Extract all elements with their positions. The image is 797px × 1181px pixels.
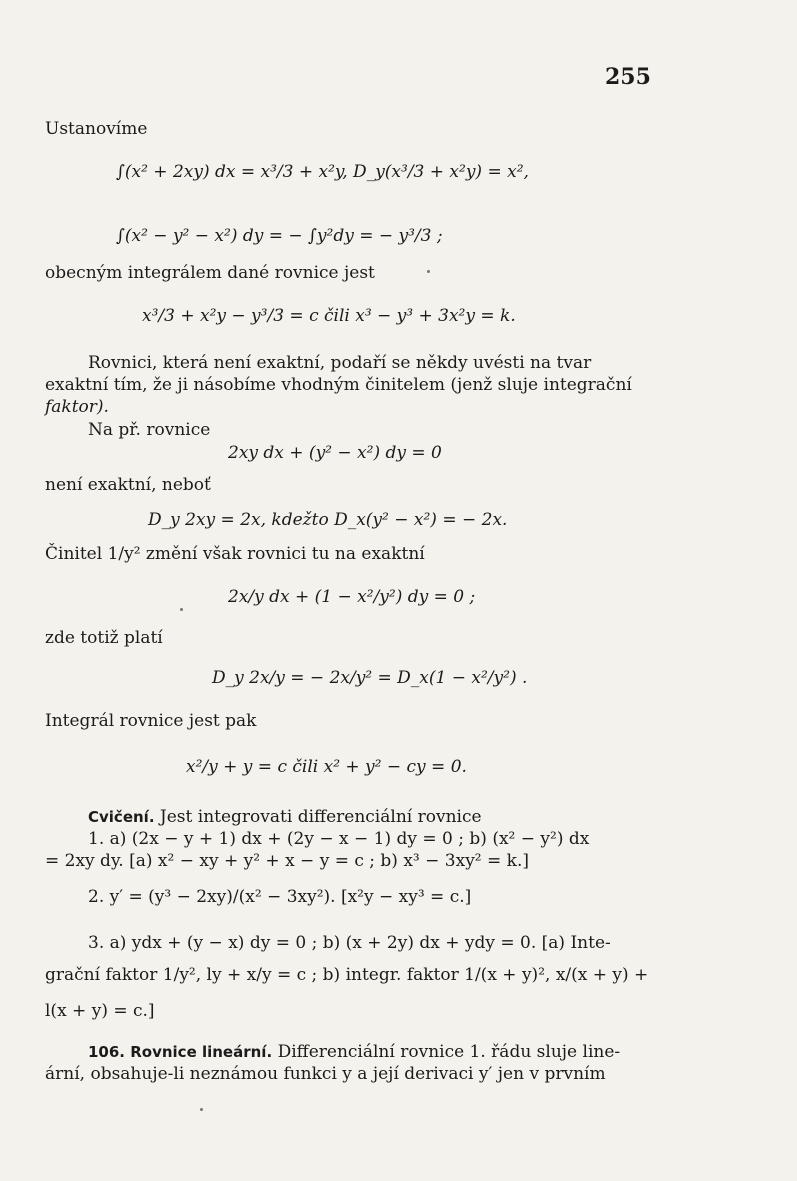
text-line: Integrál rovnice jest pak bbox=[45, 711, 257, 731]
speck bbox=[427, 270, 430, 273]
paragraph-line: Rovnici, která není exaktní, podaří se někdy uvésti na tvar bbox=[88, 353, 592, 373]
equation: ∫(x² + 2xy) dx = x³/3 + x²y, D_y(x³/3 + x²y) = x², bbox=[116, 162, 529, 182]
exercise-line: 3. a) ydx + (y − x) dy = 0 ; b) (x + 2y) dx + ydy = 0. [a) Inte- bbox=[88, 933, 611, 953]
speck bbox=[200, 1108, 203, 1111]
text-line: Činitel 1/y² změní však rovnici tu na exaktní bbox=[45, 544, 425, 564]
exercise-line: l(x + y) = c.] bbox=[45, 1001, 155, 1021]
equation: 2xy dx + (y² − x²) dy = 0 bbox=[228, 443, 442, 463]
text-line: není exaktní, neboť bbox=[45, 475, 211, 495]
equation: x²/y + y = c čili x² + y² − cy = 0. bbox=[186, 757, 467, 777]
section-line: ární, obsahuje-li neznámou funkci y a její derivaci y′ jen v prvním bbox=[45, 1064, 606, 1084]
exercise-line: = 2xy dy. [a) x² − xy + y² + x − y = c ; b) x³ − 3xy² = k.] bbox=[45, 851, 530, 871]
text-line: Ustanovíme bbox=[45, 119, 148, 139]
section-header bbox=[88, 1041, 688, 1063]
page-number: 255 bbox=[605, 64, 651, 90]
equation: D_y 2x/y = − 2x/y² = D_x(1 − x²/y²) . bbox=[212, 668, 528, 688]
exercise-line: 2. y′ = (y³ − 2xy)/(x² − 3xy²). [x²y − xy³ = c.] bbox=[88, 887, 472, 907]
section-text: Differenciální rovnice 1. řádu sluje line- bbox=[277, 1042, 621, 1062]
speck bbox=[180, 608, 183, 611]
section-title: 106. Rovnice lineární. bbox=[88, 1043, 273, 1061]
text-line: obecným integrálem dané rovnice jest bbox=[45, 263, 375, 283]
equation: x³/3 + x²y − y³/3 = c čili x³ − y³ + 3x²y = k. bbox=[142, 306, 516, 326]
equation: ∫(x² − y² − x²) dy = − ∫y²dy = − y³/3 ; bbox=[116, 226, 443, 246]
exercise-line: grační faktor 1/y², ly + x/y = c ; b) integr. faktor 1/(x + y)², x/(x + y) + bbox=[45, 965, 649, 985]
exercise-line: 1. a) (2x − y + 1) dx + (2y − x − 1) dy = 0 ; b) (x² − y²) dx bbox=[88, 829, 590, 849]
text-line: zde totiž platí bbox=[45, 628, 163, 648]
equation: 2x/y dx + (1 − x²/y²) dy = 0 ; bbox=[228, 587, 476, 607]
text-line: Na př. rovnice bbox=[88, 420, 211, 440]
paragraph-line: exaktní tím, že ji násobíme vhodným činitelem (jenž sluje integrační bbox=[45, 375, 632, 395]
equation: D_y 2xy = 2x, kdežto D_x(y² − x²) = − 2x. bbox=[148, 510, 508, 530]
paragraph-line: faktor). bbox=[45, 397, 109, 417]
exercise-title: Cvičení. bbox=[88, 808, 155, 826]
exercise-header bbox=[88, 806, 688, 828]
exercise-intro: Jest integrovati differenciální rovnice bbox=[159, 807, 482, 827]
